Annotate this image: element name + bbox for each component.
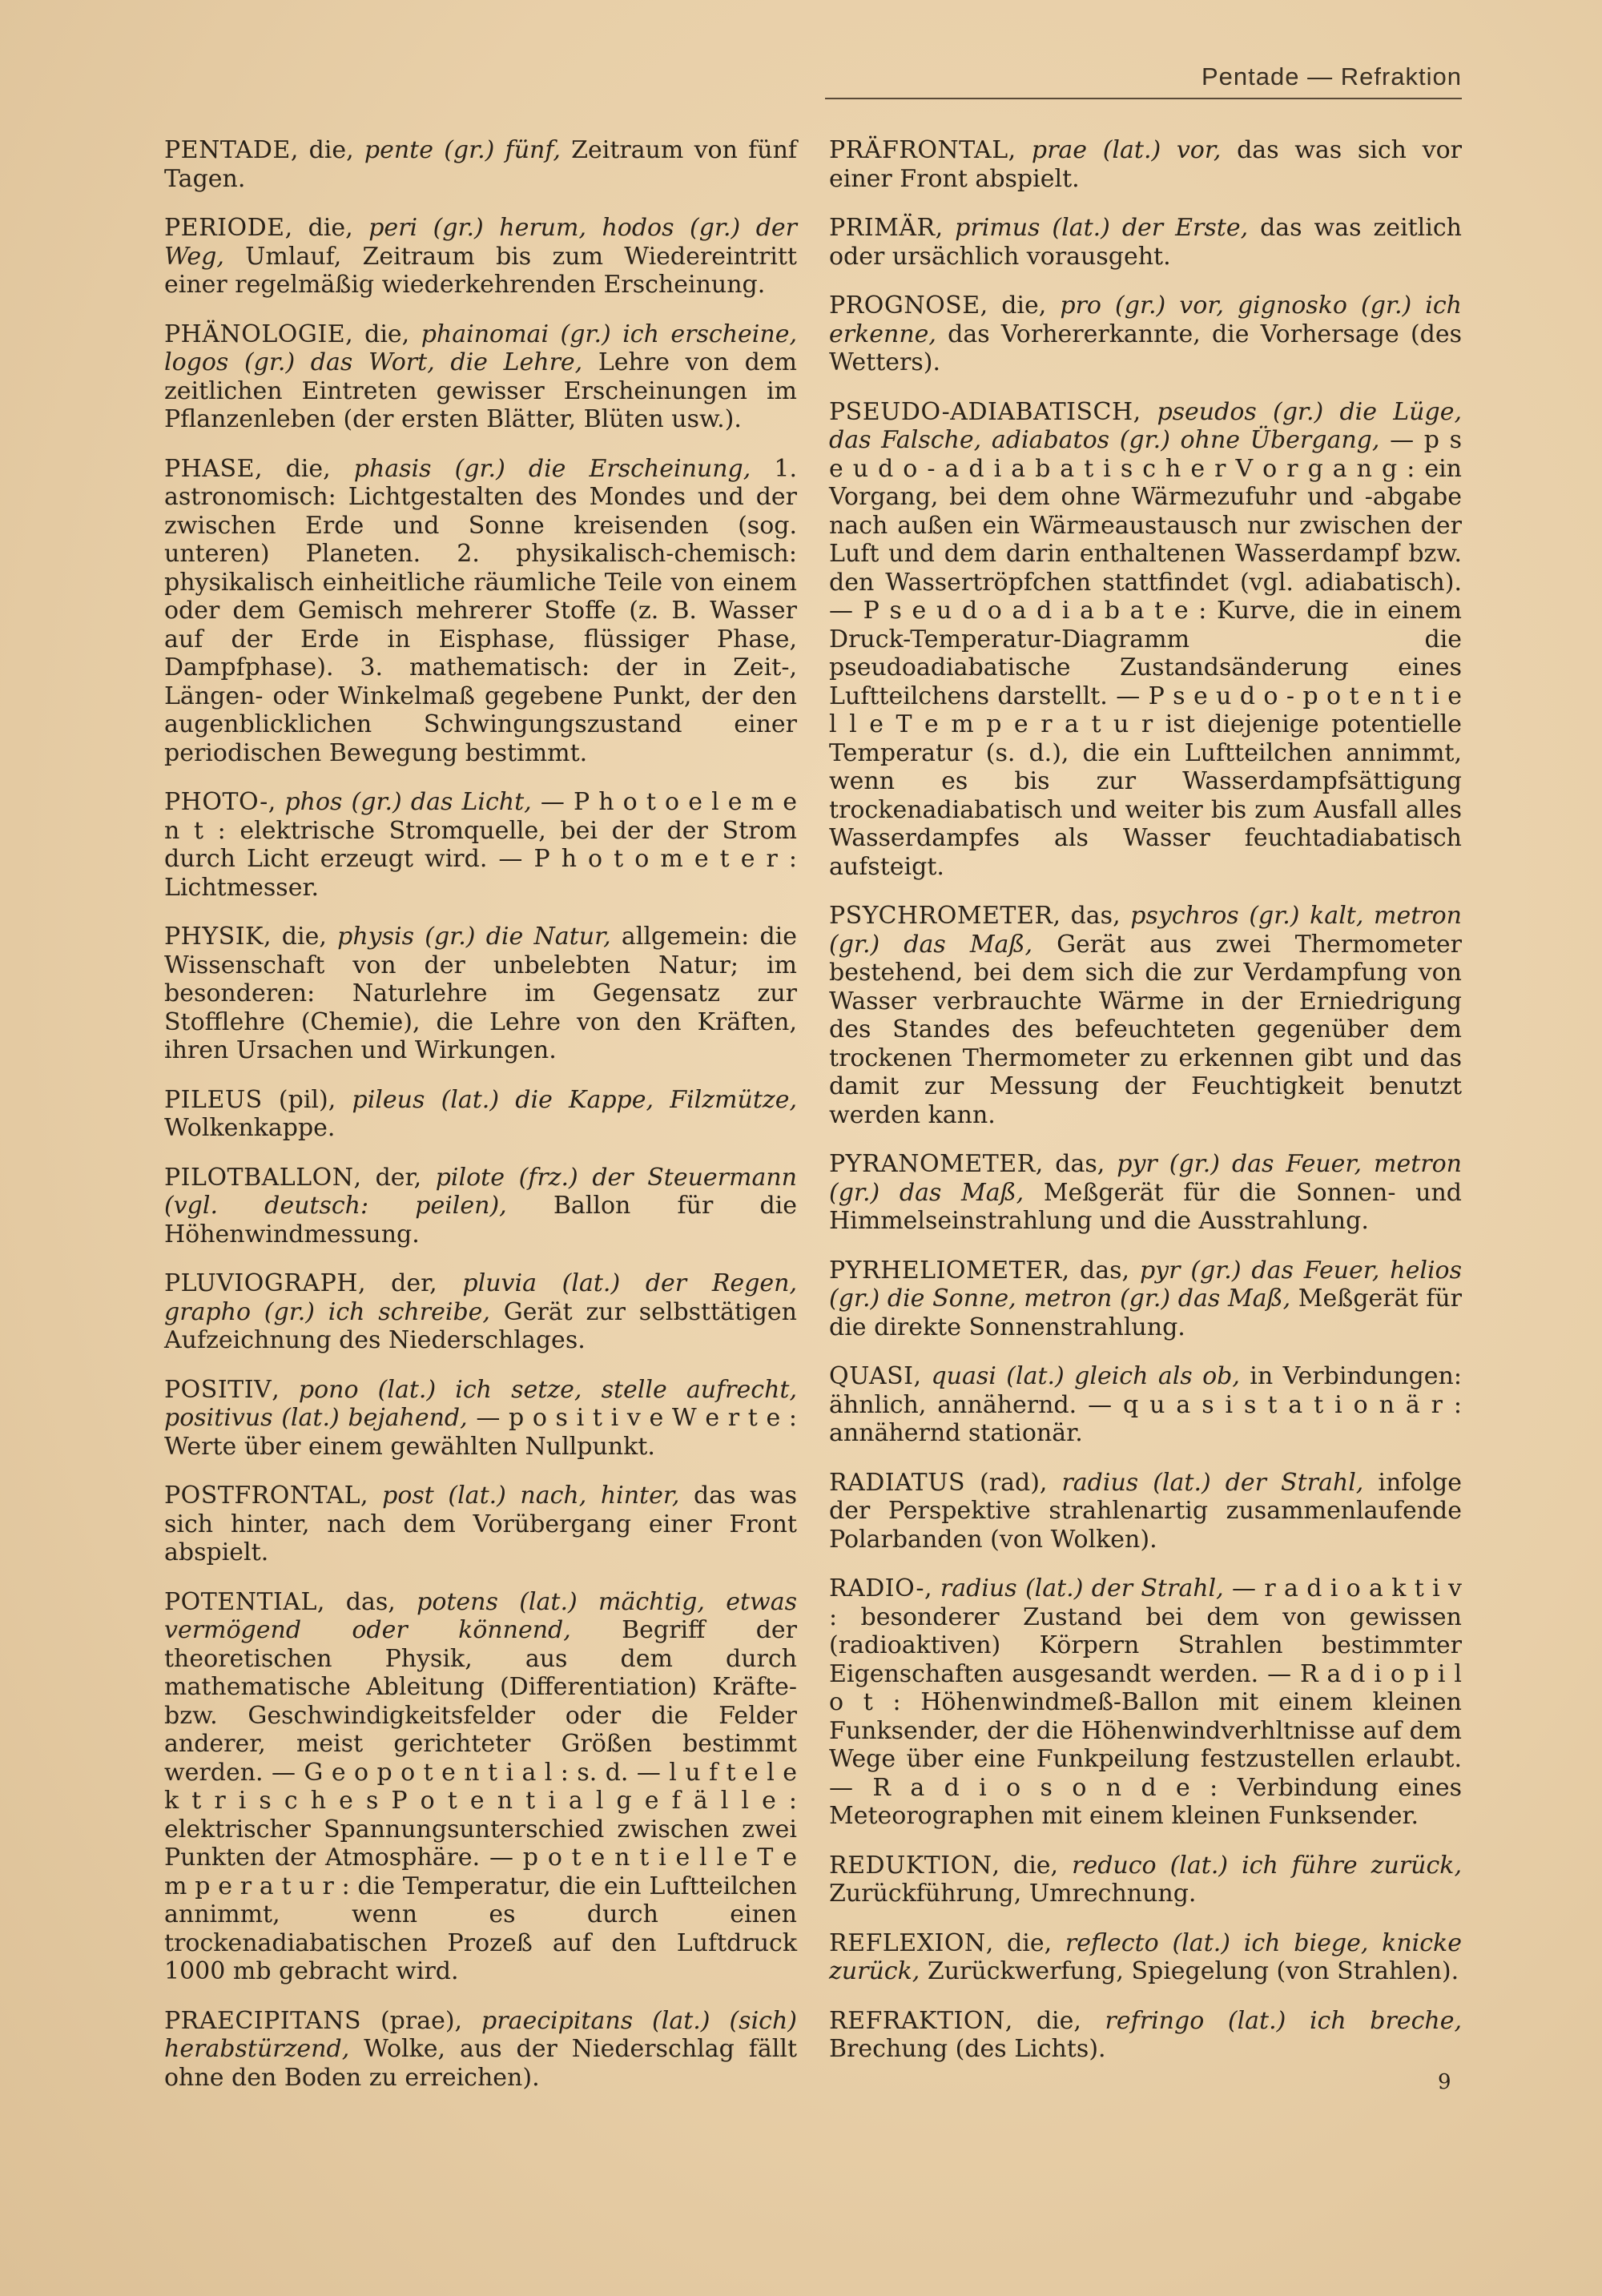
dictionary-entry (164, 1588, 797, 1986)
etymology: pyr (gr.) das Feuer, metron (gr.) das Maß, (829, 1150, 1462, 1207)
definition: Gerät aus zwei Thermometer bestehend, bei dem sich die zur Verdampfung von Wasser verbrauchte Wärme in der Erniedrigung des Standes des befeuchteten gegenüber dem trockenen Thermometer zu erkennen gibt und das damit zur Messung der Feuchtigkeit benutzt werden kann. (829, 930, 1462, 1129)
etymology: pente (gr.) fünf, (364, 136, 561, 164)
entry-grammar: (prae), (361, 2006, 482, 2035)
entry-grammar: , die, (1004, 2006, 1105, 2035)
entry-grammar: , der, (353, 1163, 436, 1192)
page-number: 9 (1438, 2070, 1451, 2094)
entry-grammar: , (268, 788, 285, 816)
definition: — p s e u d o - a d i a b a t i s c h e r V o r g a n g : ein Vorgang, bei dem ohne Wärmezufuhr und -abgabe nach außen ein Wärmeaustausch nur zwischen der Luft und dem darin enthaltenen Wasserdampf bzw. den Wassertröpfchen stattfindet (vgl. adiabatisch). — P s e u d o a d i a b a t e : Kurve, die in einem Druck-Temperatur-Diagramm die pseudoadiabatische Zustandsänderung eines Luftteilchens darstellt. — P s e u d o - p o t e n t i e l l e T e m p e r a t u r ist diejenige potentielle Temperatur (s. d.), die ein Luftteilchen annimmt, wenn es bis zur Wasserdampfsättigung trockenadiabatisch und weiter bis zum Ausfall alles Wasserdampfes als Wasser feuchtadiabatisch aufsteigt. (829, 426, 1462, 881)
definition: Zurückführung, Umrechnung. (829, 1880, 1197, 1908)
dictionary-entry (164, 1086, 797, 1143)
etymology: reduco (lat.) ich führe zurück, (1072, 1851, 1462, 1880)
headword: POSITIV (164, 1375, 272, 1404)
entry-grammar: , das, (1053, 902, 1131, 930)
dictionary-entry (829, 214, 1462, 271)
etymology: praecipitans (lat.) (sich) herabstürzend, (164, 2006, 797, 2063)
headword: PHOTO- (164, 788, 268, 816)
definition: — r a d i o a k t i v : besonderer Zustand bei dem von gewissen (radioaktiven) Körpern Strahlen bestimmter Eigenschaften ausgesandt werden. — R a d i o p i l o t : Höhenwindmeß-Ballon mit einem kleinen Funksender, der die Höhenwindverhltnisse auf dem Wege über eine Funkpeilung festzustellen erlaubt. — R a d i o s o n d e : Verbindung eines Meteorographen mit einem kleinen Funksender. (829, 1574, 1463, 1830)
entry-grammar: , (935, 214, 956, 242)
entry-grammar: , die, (985, 1928, 1065, 1957)
entry-grammar: , (272, 1375, 299, 1404)
dictionary-entry (829, 398, 1462, 882)
dictionary-entry (829, 2007, 1462, 2064)
definition: das was zeitlich oder ursächlich vorausgeht. (829, 214, 1462, 271)
dictionary-entry (829, 902, 1462, 1129)
etymology: peri (gr.) herum, hodos (gr.) der Weg, (164, 214, 797, 271)
entry-grammar: , (1008, 136, 1032, 164)
definition: Begriff der theoretischen Physik, aus dem durch mathematische Ableitung (Differentiation) Kräfte- bzw. Geschwindigkeitsfelder oder die Felder anderer, meist gerichteter Größen bestimmt werden. — G e o p o t e n t i a l : s. d. — l u f t e l e k t r i s c h e s P o t e n t i a l g e f ä l l e : elektrischer Spannungsunterschied zwischen zwei Punkten der Atmosphäre. — p o t e n t i e l l e T e m p e r a t u r : die Temperatur, die ein Luftteilchen annimmt, wenn es durch einen trockenadiabatischen Prozeß auf den Luftdruck 1000 mb gebracht wird. (164, 1616, 798, 1985)
entry-grammar: , das, (316, 1587, 417, 1616)
etymology: pilote (frz.) der Steuermann (vgl. deutsch: peilen), (164, 1163, 797, 1220)
dictionary-entry (829, 136, 1462, 193)
headword: RADIATUS (829, 1468, 966, 1497)
headword: POSTFRONTAL (164, 1482, 361, 1510)
headword: PRAECIPITANS (164, 2006, 362, 2035)
definition: infolge der Perspektive strahlenartig zusammenlaufende Polarbanden (von Wolken). (829, 1468, 1463, 1554)
dictionary-entry (164, 923, 797, 1065)
dictionary-entry (829, 292, 1462, 377)
running-header: Pentade — Refraktion (1201, 62, 1462, 90)
etymology: physis (gr.) die Natur, (337, 923, 611, 951)
etymology: psychros (gr.) kalt, metron (gr.) das Maß, (829, 902, 1462, 959)
entry-grammar: , das, (1061, 1256, 1140, 1285)
definition: Gerät zur selbsttätigen Aufzeichnung des Niederschlages. (164, 1297, 797, 1354)
headword: PERIODE (164, 214, 285, 242)
headword: PYRHELIOMETER (829, 1256, 1062, 1285)
dictionary-entry (164, 1164, 797, 1249)
entry-grammar: , (924, 1574, 940, 1602)
headword: QUASI (829, 1362, 914, 1390)
etymology: phainomai (gr.) ich erscheine, logos (gr.) das Wort, die Lehre, (164, 320, 797, 376)
etymology: primus (lat.) der Erste, (955, 214, 1249, 242)
definition: allgemein: die Wissenschaft von der unbelebten Natur; im besonderen: Naturlehre im Gegensatz zur Stofflehre (Chemie), die Lehre von den Kräften, ihren Ursachen und Wirkungen. (164, 923, 798, 1064)
etymology: refringo (lat.) ich breche, (1105, 2006, 1462, 2035)
dictionary-entry (829, 1257, 1462, 1342)
dictionary-entry (829, 1362, 1462, 1448)
entry-grammar: , die, (254, 454, 354, 483)
etymology: radius (lat.) der Strahl, (1061, 1468, 1364, 1497)
etymology: potens (lat.) mächtig, etwas vermögend oder könnend, (164, 1587, 797, 1644)
etymology: pro (gr.) vor, gignosko (gr.) ich erkenne, (829, 292, 1462, 348)
entry-grammar: (pil), (262, 1085, 352, 1114)
etymology: phos (gr.) das Licht, (284, 788, 532, 816)
etymology: pluvia (lat.) der Regen, grapho (gr.) ich schreibe, (164, 1269, 798, 1326)
headword: PROGNOSE (829, 292, 980, 320)
etymology: post (lat.) nach, hinter, (382, 1482, 680, 1510)
etymology: quasi (lat.) gleich als ob, (931, 1362, 1240, 1390)
definition: Meßgerät für die direkte Sonnenstrahlung. (829, 1285, 1462, 1341)
definition: Meßgerät für die Sonnen- und Himmelseinstrahlung und die Ausstrahlung. (829, 1178, 1462, 1235)
headword: PHASE (164, 454, 255, 483)
dictionary-entry (164, 214, 797, 300)
etymology: phasis (gr.) die Erscheinung, (353, 454, 751, 483)
headword: PHYSIK (164, 923, 264, 951)
entry-grammar: , (913, 1362, 932, 1390)
definition: Brechung (des Lichts). (829, 2035, 1106, 2063)
definition: Ballon für die Höhenwindmessung. (164, 1192, 797, 1249)
dictionary-entry (164, 788, 797, 902)
definition: Wolkenkappe. (164, 1114, 336, 1142)
headword: PENTADE (164, 136, 291, 164)
etymology: prae (lat.) vor, (1031, 136, 1222, 164)
right-column (829, 136, 1462, 2085)
definition: 1. astronomisch: Lichtgestalten des Mondes und der zwischen Erde und Sonne kreisenden (sog. unteren) Planeten. 2. physikalisch-chemisch: physikalisch einheitliche räumliche Teile von einem oder dem Gemisch mehrerer Stoffe (z. B. Wasser auf der Erde in Eisphase, flüssiger Phase, Dampfphase). 3. mathematisch: der in Zeit-, Längen- oder Winkelmaß gegebene Punkt, der den augenblicklichen Schwingungszustand einer periodischen Bewegung bestimmt. (164, 454, 797, 767)
dictionary-entry (829, 1929, 1462, 1986)
entry-grammar: , das, (1035, 1150, 1117, 1178)
headword: RADIO- (829, 1574, 924, 1602)
dictionary-entry (829, 1150, 1462, 1236)
etymology: pyr (gr.) das Feuer, helios (gr.) die Sonne, metron (gr.) das Maß, (829, 1256, 1462, 1313)
etymology: pileus (lat.) die Kappe, Filzmütze, (352, 1085, 797, 1114)
headword: PRÄFRONTAL (829, 136, 1008, 164)
definition: das was sich vor einer Front abspielt. (829, 136, 1462, 193)
headword: PILOTBALLON (164, 1163, 354, 1192)
entry-grammar: (rad), (965, 1468, 1062, 1497)
definition: Zeitraum von fünf Tagen. (164, 136, 797, 193)
definition: in Verbindungen: ähnlich, annähernd. — q u a s i s t a t i o n ä r : annähernd stationär. (829, 1362, 1462, 1447)
etymology: pono (lat.) ich setze, stelle aufrecht, positivus (lat.) bejahend, (164, 1375, 797, 1432)
left-column (164, 136, 797, 2113)
headword: REFRAKTION (829, 2006, 1005, 2035)
definition: — p o s i t i v e W e r t e : Werte über einem gewählten Nullpunkt. (164, 1404, 798, 1461)
dictionary-entry (164, 1269, 797, 1355)
entry-grammar: , die, (992, 1851, 1073, 1880)
headword: PILEUS (164, 1085, 263, 1114)
entry-grammar: , die, (980, 292, 1061, 320)
dictionary-entry (164, 455, 797, 768)
headword: PHÄNOLOGIE (164, 320, 346, 348)
dictionary-entry (164, 1482, 797, 1567)
definition: Lehre von dem zeitlichen Eintreten gewisser Erscheinungen im Pflanzenleben (der ersten Blätter, Blüten usw.). (164, 348, 797, 433)
headword: PSYCHROMETER (829, 902, 1053, 930)
entry-grammar: , (1133, 397, 1157, 426)
dictionary-entry (164, 320, 797, 434)
entry-grammar: , die, (345, 320, 421, 348)
headword: PYRANOMETER (829, 1150, 1036, 1178)
dictionary-entry (829, 1469, 1462, 1554)
definition: das Vorhererkannte, die Vorhersage (des Wetters). (829, 320, 1462, 376)
headword: PLUVIOGRAPH (164, 1269, 358, 1297)
header-rule (825, 98, 1462, 99)
dictionary-entry (164, 136, 797, 193)
dictionary-entry (164, 2007, 797, 2093)
headword: PRIMÄR (829, 214, 936, 242)
definition: Umlauf, Zeitraum bis zum Wiedereintritt einer regelmäßig wiederkehrenden Erscheinung. (164, 242, 797, 299)
etymology: radius (lat.) der Strahl, (940, 1574, 1224, 1602)
entry-grammar: , die, (290, 136, 364, 164)
entry-grammar: , die, (284, 214, 369, 242)
headword: POTENTIAL (164, 1587, 317, 1616)
definition: das was sich hinter, nach dem Vorübergang einer Front abspielt. (164, 1482, 797, 1566)
headword: REDUKTION (829, 1851, 992, 1880)
definition: Zurückwerfung, Spiegelung (von Strahlen). (920, 1957, 1459, 1985)
entry-grammar: , die, (263, 923, 338, 951)
headword: PSEUDO-ADIABATISCH (829, 397, 1133, 426)
etymology: pseudos (gr.) die Lüge, das Falsche, adiabatos (gr.) ohne Übergang, (829, 397, 1462, 454)
entry-grammar: , (360, 1482, 383, 1510)
definition: — P h o t o e l e m e n t : elektrische Stromquelle, bei der der Strom durch Licht erzeugt wird. — P h o t o m e t e r : Lichtmesser. (164, 788, 797, 902)
dictionary-entry (164, 1376, 797, 1462)
etymology: reflecto (lat.) ich biege, knicke zurück, (829, 1928, 1462, 1985)
dictionary-entry (829, 1574, 1462, 1831)
headword: REFLEXION (829, 1928, 986, 1957)
entry-grammar: , der, (357, 1269, 463, 1297)
definition: Wolke, aus der Niederschlag fällt ohne den Boden zu erreichen). (164, 2035, 797, 2092)
dictionary-entry (829, 1852, 1462, 1908)
